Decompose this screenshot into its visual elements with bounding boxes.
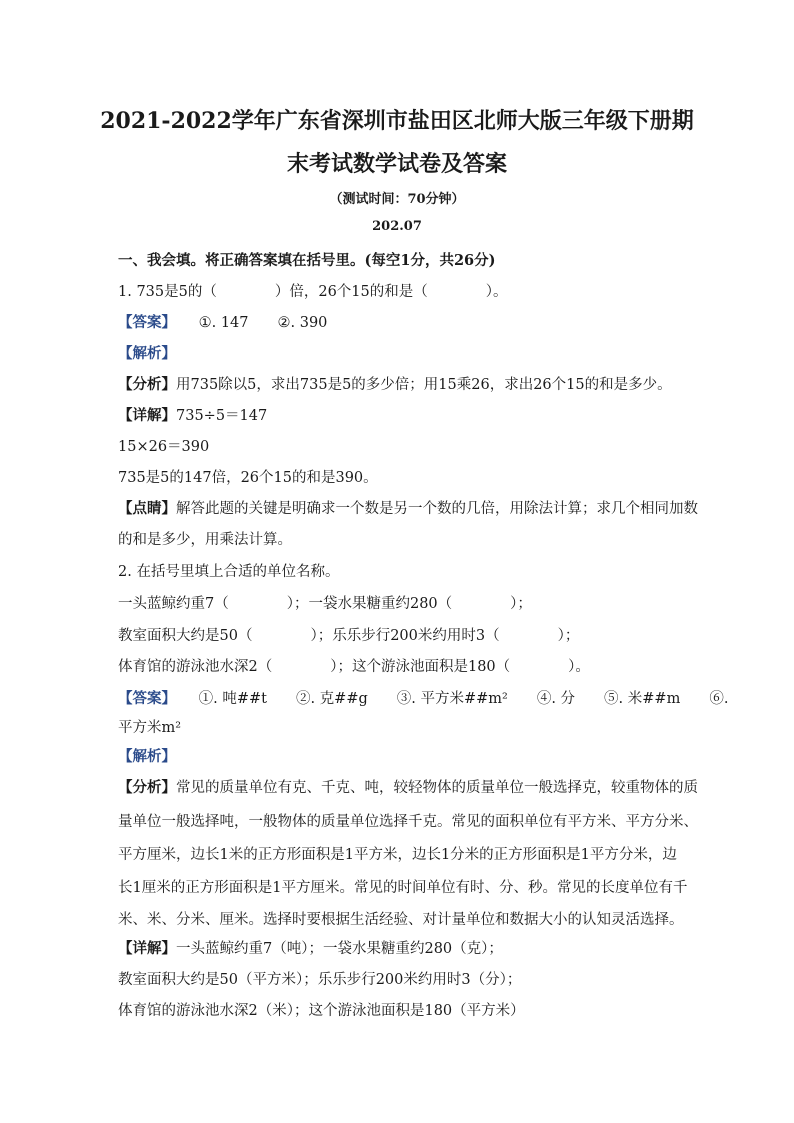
q1-analysis [118,342,678,363]
q2-answer-cont: 平方米m² [118,720,182,736]
q2-fenxi [118,776,698,797]
q2-question: 2. 在括号里填上合适的单位名称。 [118,564,340,580]
analysis-tag: 【解析】 [118,748,176,765]
q2-line3: 体育馆的游泳池水深2（ ）；这个游泳池面积是180（ ）。 [118,659,590,675]
section1-heading: 一、我会填。将正确答案填在括号里。(每空1分，共26分) [118,252,496,269]
q2-xiangjie-text: 一头蓝鲸约重7（吨）；一袋水果糖重约280（克）； [176,941,503,957]
fenxi-tag: 【分析】 [118,779,176,796]
q2-line1: 一头蓝鲸约重7（ ）；一袋水果糖重约280（ ）； [118,596,532,612]
time-note: （测试时间：70分钟） [329,192,465,207]
analysis-tag: 【解析】 [118,345,176,362]
doc-title-line1: 2021-2022学年广东省深圳市盐田区北师大版三年级下册期 [100,108,694,134]
q1-question: 1. 735是5的（ ）倍，26个15的和是（ ）。 [118,284,508,300]
xiangjie-tag: 【详解】 [118,407,176,424]
answer-tag: 【答案】 [118,314,176,331]
doc-title-line2: 末考试数学试卷及答案 [286,151,507,177]
q2-answer [118,687,729,708]
q1-dianjing-cont: 的和是多少，用乘法计算。 [118,532,292,548]
q2-fenxi-4: 长1厘米的正方形面积是1平方厘米。常见的时间单位有时、分、秒。常见的长度单位有千 [118,880,688,896]
q1-dianjing [118,497,698,518]
q1-fenxi [118,373,678,394]
q1-dianjing-text: 解答此题的关键是明确求一个数是另一个数的几倍，用除法计算；求几个相同加数 [176,501,698,517]
q2-fenxi-2: 量单位一般选择吨，一般物体的质量单位选择千克。常见的面积单位有平方米、平方分米、 [118,814,698,830]
q1-conclusion: 735是5的147倍，26个15的和是390。 [118,470,378,486]
xiangjie-tag: 【详解】 [118,940,176,957]
q2-analysis [118,745,678,766]
dianjing-tag: 【点睛】 [118,500,176,517]
q1-xiangjie-text: 735÷5＝147 [176,408,268,424]
q1-xiangjie [118,404,678,425]
q1-answer-text: ①. 147 ②. 390 [198,315,328,331]
q1-fenxi-text: 用735除以5，求出735是5的多少倍；用15乘26，求出26个15的和是多少。 [176,377,672,393]
doc-date: 202.07 [372,219,422,234]
answer-tag: 【答案】 [118,690,176,707]
fenxi-tag: 【分析】 [118,376,176,393]
q2-fenxi-text1: 常见的质量单位有克、千克、吨，较轻物体的质量单位一般选择克，较重物体的质 [176,780,698,796]
q2-xiangjie-2: 教室面积大约是50（平方米）；乐乐步行200米约用时3（分）； [118,972,522,988]
q2-line2: 教室面积大约是50（ ）；乐乐步行200米约用时3（ ）； [118,628,580,644]
q2-answer-text: ①. 吨##t ②. 克##g ③. 平方米##m² ④. 分 ⑤. 米##m ⑥. [198,691,729,707]
q2-fenxi-5: 米、米、分米、厘米。选择时要根据生活经验、对计量单位和数据大小的认知灵活选择。 [118,912,684,928]
q1-answer [118,311,678,332]
q2-fenxi-3: 平方厘米，边长1米的正方形面积是1平方米，边长1分米的正方形面积是1平方分米，边 [118,847,677,863]
q2-xiangjie-3: 体育馆的游泳池水深2（米）；这个游泳池面积是180（平方米） [118,1003,525,1019]
q1-calc2: 15×26＝390 [118,439,210,455]
q2-xiangjie [118,937,678,958]
